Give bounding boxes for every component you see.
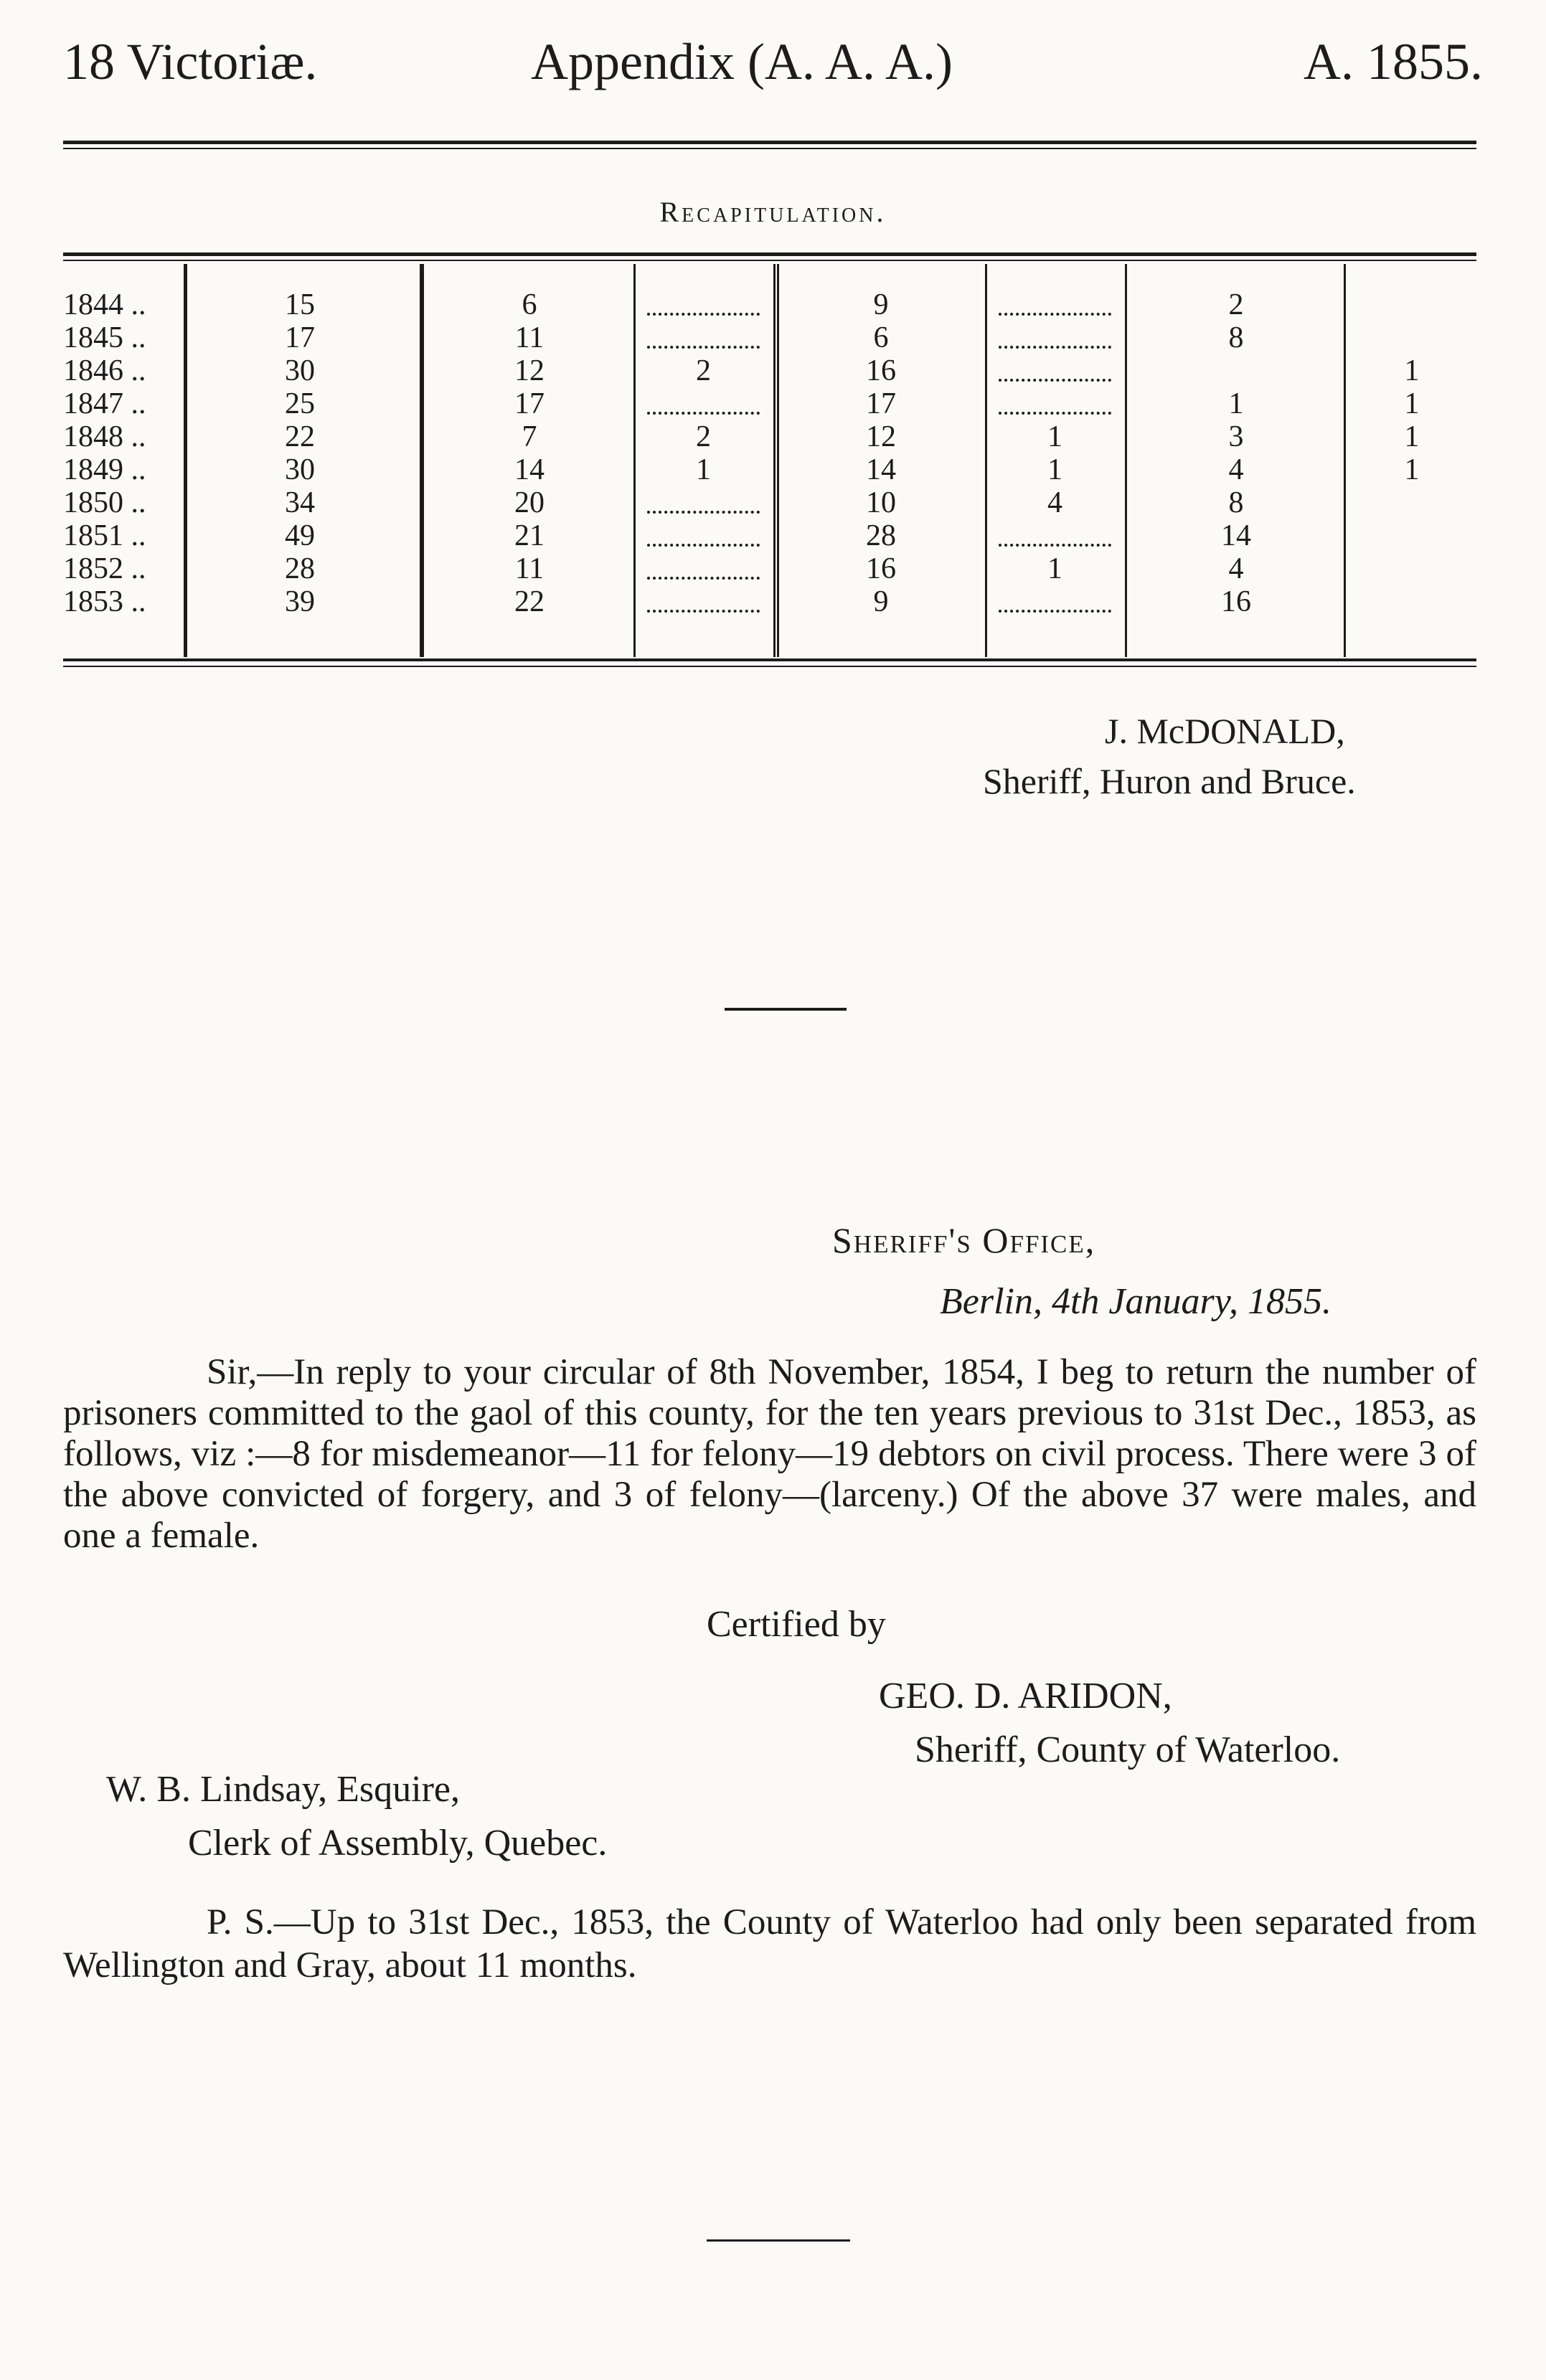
end-separator: [707, 2239, 850, 2242]
section-separator: [725, 1008, 847, 1011]
table-cell: 6: [522, 288, 537, 321]
table-cell: 22: [514, 585, 545, 618]
table-cell: 1: [696, 453, 711, 486]
table-cell: 11: [514, 321, 545, 354]
table-year-cell: 1845 ..: [63, 321, 146, 354]
table-column-rule: [1125, 264, 1127, 657]
table-cell: 12: [866, 420, 896, 453]
table-cell: 17: [514, 387, 545, 420]
letter-dateline: Berlin, 4th January, 1855.: [940, 1281, 1331, 1322]
table-year-cell: 1844 ..: [63, 288, 146, 321]
table-cell: 7: [522, 420, 537, 453]
recapitulation-title: Recapitulation.: [659, 196, 887, 228]
table-cell: 49: [285, 519, 315, 552]
table-column-rule: [422, 264, 424, 657]
recapitulation-table: [63, 264, 1476, 657]
table-cell: 16: [1221, 585, 1251, 618]
table-empty-leader: [647, 346, 760, 349]
table-empty-leader: [647, 412, 760, 415]
table-cell: 16: [866, 354, 896, 387]
header-rule: [63, 141, 1476, 144]
table-empty-leader: [999, 544, 1111, 547]
table-cell: 1: [1047, 453, 1062, 486]
signature-name: J. McDONALD,: [1105, 711, 1345, 751]
header-session: 18 Victoriæ.: [63, 33, 318, 90]
table-cell: 39: [285, 585, 315, 618]
office-heading: Sheriff's Office,: [832, 1220, 1096, 1260]
table-empty-leader: [647, 577, 760, 580]
header-rule-thin: [63, 148, 1476, 149]
table-cell: 15: [285, 288, 315, 321]
table-empty-leader: [999, 610, 1111, 613]
table-top-rule: [63, 252, 1476, 256]
table-bottom-rule-thin: [63, 666, 1476, 667]
table-cell: 22: [285, 420, 315, 453]
table-column-rule: [185, 264, 187, 657]
table-year-cell: 1853 ..: [63, 585, 146, 618]
signer-title: Sheriff, County of Waterloo.: [915, 1729, 1341, 1770]
table-cell: 4: [1047, 486, 1062, 519]
table-cell: 12: [514, 354, 545, 387]
certified-by: Certified by: [707, 1604, 886, 1645]
table-cell: 21: [514, 519, 545, 552]
table-cell: 9: [873, 288, 889, 321]
addressee-name: W. B. Lindsay, Esquire,: [106, 1769, 460, 1810]
table-year-cell: 1850 ..: [63, 486, 146, 519]
table-year-cell: 1846 ..: [63, 354, 146, 387]
table-cell: 10: [866, 486, 896, 519]
table-cell: 3: [1228, 420, 1244, 453]
addressee-title: Clerk of Assembly, Quebec.: [188, 1823, 608, 1864]
table-cell: 1: [1228, 387, 1244, 420]
header-year: A. 1855.: [1304, 33, 1483, 90]
table-cell: 30: [285, 453, 315, 486]
signature-title: Sheriff, Huron and Bruce.: [983, 761, 1356, 801]
table-cell: 16: [866, 552, 896, 585]
table-column-rule: [985, 264, 987, 657]
table-cell: 14: [1221, 519, 1251, 552]
table-cell: 1: [1404, 453, 1420, 486]
table-column-rule: [777, 264, 779, 657]
table-column-rule: [1344, 264, 1346, 657]
table-cell: 1: [1404, 387, 1420, 420]
table-cell: 2: [696, 354, 711, 387]
table-cell: 1: [1047, 552, 1062, 585]
table-cell: 2: [1228, 288, 1244, 321]
table-year-cell: 1848 ..: [63, 420, 146, 453]
table-year-cell: 1849 ..: [63, 453, 146, 486]
postscript: P. S.—Up to 31st Dec., 1853, the County of Waterloo had only been separated from Wellington and Gray, about 11 months.: [63, 1902, 1476, 1985]
table-cell: 34: [285, 486, 315, 519]
table-year-cell: 1852 ..: [63, 552, 146, 585]
table-empty-leader: [999, 412, 1111, 415]
table-column-rule: [773, 264, 776, 657]
table-cell: 1: [1404, 354, 1420, 387]
table-empty-leader: [999, 313, 1111, 316]
table-year-cell: 1847 ..: [63, 387, 146, 420]
table-cell: 1: [1404, 420, 1420, 453]
table-cell: 28: [866, 519, 896, 552]
table-cell: 30: [285, 354, 315, 387]
table-cell: 25: [285, 387, 315, 420]
table-empty-leader: [647, 511, 760, 514]
table-cell: 14: [866, 453, 896, 486]
table-top-rule-thin: [63, 260, 1476, 261]
table-cell: 8: [1228, 321, 1244, 354]
table-cell: 17: [866, 387, 896, 420]
table-cell: 8: [1228, 486, 1244, 519]
table-cell: 20: [514, 486, 545, 519]
table-bottom-rule: [63, 658, 1476, 661]
table-cell: 17: [285, 321, 315, 354]
table-cell: 4: [1228, 453, 1244, 486]
signer-name: GEO. D. ARIDON,: [879, 1676, 1172, 1716]
table-cell: 9: [873, 585, 889, 618]
table-column-rule: [633, 264, 636, 657]
table-empty-leader: [647, 313, 760, 316]
table-cell: 14: [514, 453, 545, 486]
table-empty-leader: [647, 610, 760, 613]
table-cell: 28: [285, 552, 315, 585]
header-appendix: Appendix (A. A. A.): [531, 33, 953, 90]
table-cell: 11: [514, 552, 545, 585]
table-cell: 2: [696, 420, 711, 453]
table-cell: 4: [1228, 552, 1244, 585]
table-empty-leader: [999, 379, 1111, 382]
letter-body: Sir,—In reply to your circular of 8th November, 1854, I beg to return the number of prisoners committed to the gaol of this county, for the ten years previous to 31st Dec., 1853, as follows, viz :—8 for misdemeanor—11 for felony—19 debtors on civil process. There were 3 of the above convicted of forgery, and 3 of felony—(larceny.) Of the above 37 were males, and one a female.: [63, 1352, 1476, 1556]
table-cell: 6: [873, 321, 889, 354]
table-empty-leader: [647, 544, 760, 547]
table-year-cell: 1851 ..: [63, 519, 146, 552]
table-cell: 1: [1047, 420, 1062, 453]
table-empty-leader: [999, 346, 1111, 349]
